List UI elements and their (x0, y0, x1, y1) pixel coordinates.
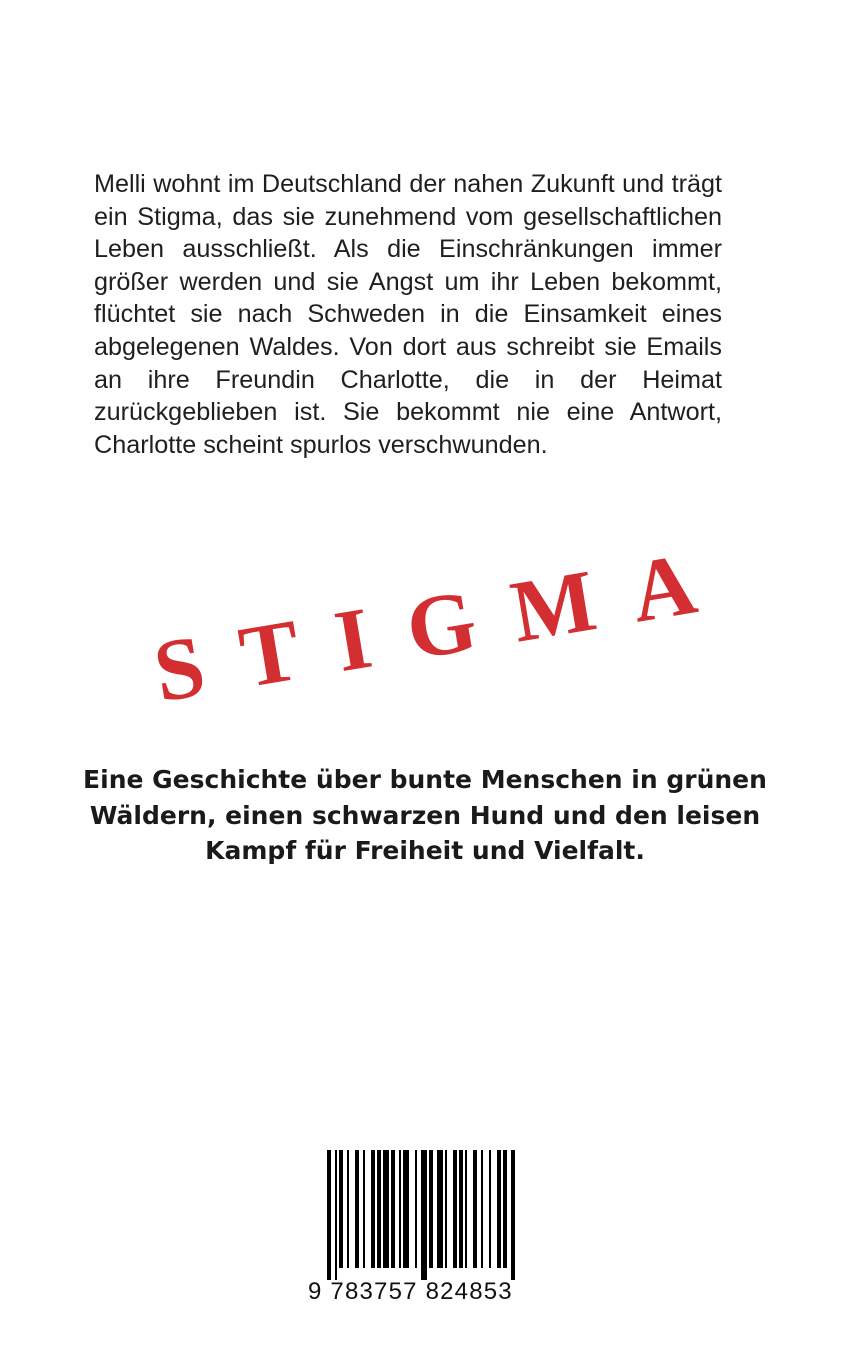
barcode-bar (429, 1150, 433, 1268)
barcode-bar (445, 1150, 447, 1268)
barcode-bar (327, 1150, 331, 1280)
barcode-bar (347, 1150, 349, 1268)
barcode-bar (481, 1150, 483, 1268)
barcode-bar (503, 1150, 507, 1268)
blurb-text: Melli wohnt im Deutschland der nahen Zukunft und trägt ein Stigma, das sie zunehmend vom gesellschaftlichen Leben ausschließt. Als die Einschränkungen immer größer werden und sie Angst um ihr Leben bekommt, flüchtet sie nach Schweden in die Einsamkeit eines abgelegenen Waldes. Von dort aus schreibt sie Emails an ihre Freundin Charlotte, die in der Heimat zurückgeblieben ist. Sie bekommt nie eine Antwort, Charlotte scheint spurlos verschwunden. (94, 170, 722, 459)
barcode-bar (497, 1150, 501, 1268)
barcode-bar (363, 1150, 365, 1268)
barcode-bar (399, 1150, 401, 1268)
barcode-bar (453, 1150, 457, 1268)
barcode-bar (339, 1150, 343, 1268)
barcode-bar (437, 1150, 443, 1268)
isbn-number: 9 783757 824853 (308, 1278, 513, 1305)
barcode-bar (459, 1150, 463, 1268)
barcode-bar (391, 1150, 395, 1268)
barcode-bar (473, 1150, 477, 1268)
barcode-bar (355, 1150, 359, 1268)
tagline: Eine Geschichte über bunte Menschen in grünen Wäldern, einen schwarzen Hund und den leisen Kampf für Freiheit und Vielfalt. (83, 765, 767, 865)
barcode-bar (489, 1150, 491, 1268)
barcode-bar (511, 1150, 515, 1280)
stamp-text: STIGMA (147, 528, 741, 721)
barcode-bar (335, 1150, 337, 1280)
barcode-bar (371, 1150, 375, 1268)
barcode-bar (377, 1150, 381, 1268)
barcode-bar (415, 1150, 417, 1268)
barcode-bar (383, 1150, 389, 1268)
barcode-bars (305, 1150, 520, 1280)
stigma-stamp (147, 528, 741, 721)
barcode-bar (465, 1150, 467, 1268)
barcode-bar (421, 1150, 427, 1280)
barcode-bar (403, 1150, 409, 1268)
